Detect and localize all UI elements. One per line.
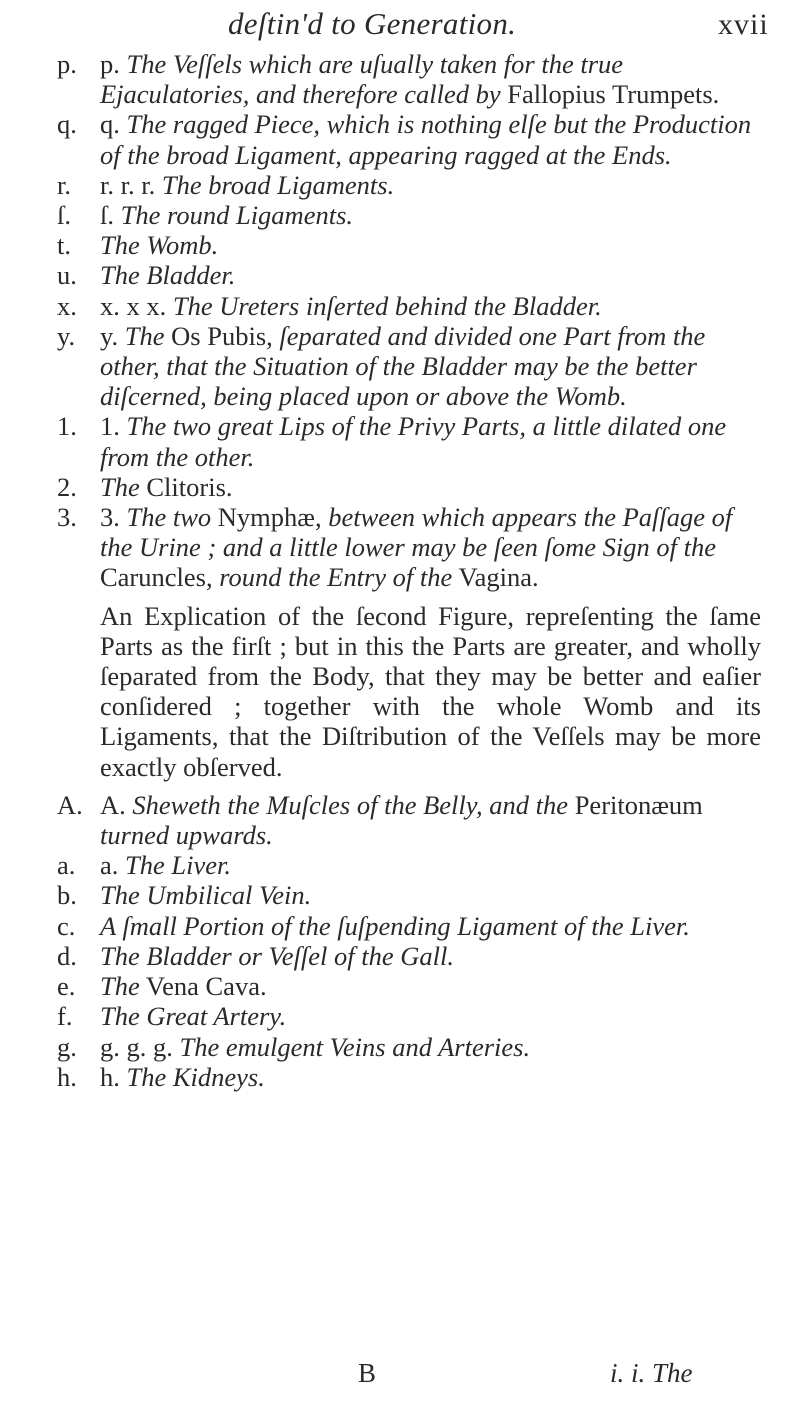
entry-margin-letter: 1. [57, 411, 77, 442]
legend-entry-f [0, 1001, 801, 1031]
entry-margin-letter: y. [57, 320, 76, 351]
entry-text: The Great Artery. [100, 1001, 287, 1032]
entry-margin-letter: e. [57, 971, 76, 1002]
catchword: i. i. The [610, 1358, 693, 1388]
legend-entry-3 [0, 502, 801, 593]
legend-entry-g [0, 1032, 801, 1062]
entry-text: The Kidneys. [126, 1061, 265, 1092]
entry-text-cont-2: round the Entry of the [219, 562, 453, 593]
entry-text: The Bladder or Veſſel of the Gall. [100, 940, 455, 971]
entry-label: ſ. [100, 200, 114, 231]
entry-text: The Veſſels which are uſually taken for the true Ejaculatories, and therefore called by [100, 49, 624, 110]
legend-entry-2 [0, 472, 801, 502]
entry-text-roman: Nymphæ, [217, 502, 322, 533]
entry-text-cont: between which appears the Paſſage of the Urine ; and a little lower may be ſeen ſome Sign of the [100, 502, 733, 563]
entry-margin-letter: 2. [57, 471, 77, 502]
legend-entry-e [0, 971, 801, 1001]
signature-mark: B [358, 1358, 377, 1388]
entry-margin-letter: g. [57, 1031, 77, 1062]
entry-text: The [100, 971, 140, 1002]
legend-entry-a [0, 850, 801, 880]
entry-text: Sheweth the Muſcles of the Belly, and the [132, 789, 569, 820]
entry-label: x. x x. [100, 290, 167, 321]
entry-margin-letter: f. [57, 1001, 73, 1032]
entry-margin-letter: 3. [57, 502, 77, 533]
entry-label: 3. [100, 502, 120, 533]
legend-entry-r [0, 170, 801, 200]
entry-text: The [124, 320, 165, 351]
entry-margin-letter: d. [57, 940, 77, 971]
entry-margin-letter: a. [57, 850, 76, 881]
entry-text-roman-2: Caruncles, [100, 562, 213, 593]
entry-text: The Ureters inſerted behind the Bladder. [172, 290, 602, 321]
explication-paragraph: An Explication of the ſecond Figure, repreſenting the ſame Parts as the firſt ; but in this the Parts are greater, and wholly ſeparated from the Body, that they may be better and eaſier conſidered ; together with the whole Womb and its Ligaments, that the Diſtribution of the Veſſels may be more exactly obſerved. [100, 600, 761, 782]
legend-entry-q [0, 109, 801, 169]
entry-text: The Womb. [100, 230, 219, 261]
entry-text-roman: Vena Cava. [145, 971, 267, 1002]
entry-label: a. [100, 850, 119, 881]
entry-text: The broad Ligaments. [161, 169, 395, 200]
entry-margin-letter: p. [57, 49, 77, 79]
entry-text-roman: Peritonæum [574, 789, 703, 820]
entry-margin-letter: q. [57, 109, 77, 140]
entry-text: The Liver. [125, 850, 232, 881]
entry-label: r. r. r. [100, 169, 156, 200]
page-number: xvii [718, 8, 769, 41]
entry-margin-letter: u. [57, 260, 77, 291]
entry-text-cont: turned upwards. [100, 820, 273, 851]
entry-label: q. [100, 109, 120, 140]
legend-entry-x [0, 291, 801, 321]
legend-entry-u [0, 260, 801, 290]
legend-entry-c [0, 911, 801, 941]
legend-entry-s [0, 200, 801, 230]
entry-text-roman-3: Vagina. [458, 562, 539, 593]
entry-margin-letter: c. [57, 910, 76, 941]
page-header [0, 6, 801, 46]
entry-text: The emulgent Veins and Arteries. [179, 1031, 531, 1062]
entry-text: The two great Lips of the Privy Parts, a little dilated one from the other. [100, 411, 727, 472]
page-body [0, 49, 801, 1092]
entry-margin-letter: A. [57, 789, 83, 820]
entry-margin-letter: ſ. [57, 200, 71, 231]
entry-text: The ragged Piece, which is nothing elſe but the Production of the broad Ligament, appearing ragged at the Ends. [100, 109, 752, 170]
entry-margin-letter: r. [57, 169, 71, 200]
entry-text-roman: Fallopius Trumpets. [507, 79, 720, 110]
legend-entry-p [0, 49, 801, 109]
entry-text-cont: ſeparated and divided one Part from the other, that the Situation of the Bladder may be the better diſcerned, being placed upon or above the Womb. [100, 320, 706, 412]
entry-text: The [100, 471, 140, 502]
entry-label: 1. [100, 411, 120, 442]
entry-label: g. g. g. [100, 1031, 173, 1062]
entry-margin-letter: x. [57, 290, 77, 321]
legend-entry-A [0, 790, 801, 850]
legend-entry-h [0, 1062, 801, 1092]
legend-entry-1 [0, 411, 801, 471]
entry-text: The two [126, 502, 212, 533]
entry-label: A. [100, 789, 126, 820]
entry-text: The Umbilical Vein. [100, 880, 312, 911]
entry-text-roman: Os Pubis, [171, 320, 273, 351]
entry-margin-letter: h. [57, 1061, 77, 1092]
entry-margin-letter: t. [57, 230, 71, 261]
legend-entry-y [0, 321, 801, 412]
entry-text-roman: Clitoris. [146, 471, 233, 502]
entry-label: p. [100, 49, 120, 79]
legend-entry-d [0, 941, 801, 971]
entry-text: The round Ligaments. [120, 200, 354, 231]
running-title: deſtin'd to Generation. [228, 6, 517, 41]
legend-entry-t [0, 230, 801, 260]
entry-label: h. [100, 1061, 120, 1092]
legend-entry-b [0, 880, 801, 910]
entry-text: A ſmall Portion of the ſuſpending Ligament of the Liver. [100, 910, 690, 941]
entry-margin-letter: b. [57, 880, 77, 911]
entry-label: y. [100, 320, 119, 351]
page-footer [0, 1358, 801, 1388]
entry-text: The Bladder. [100, 260, 236, 291]
